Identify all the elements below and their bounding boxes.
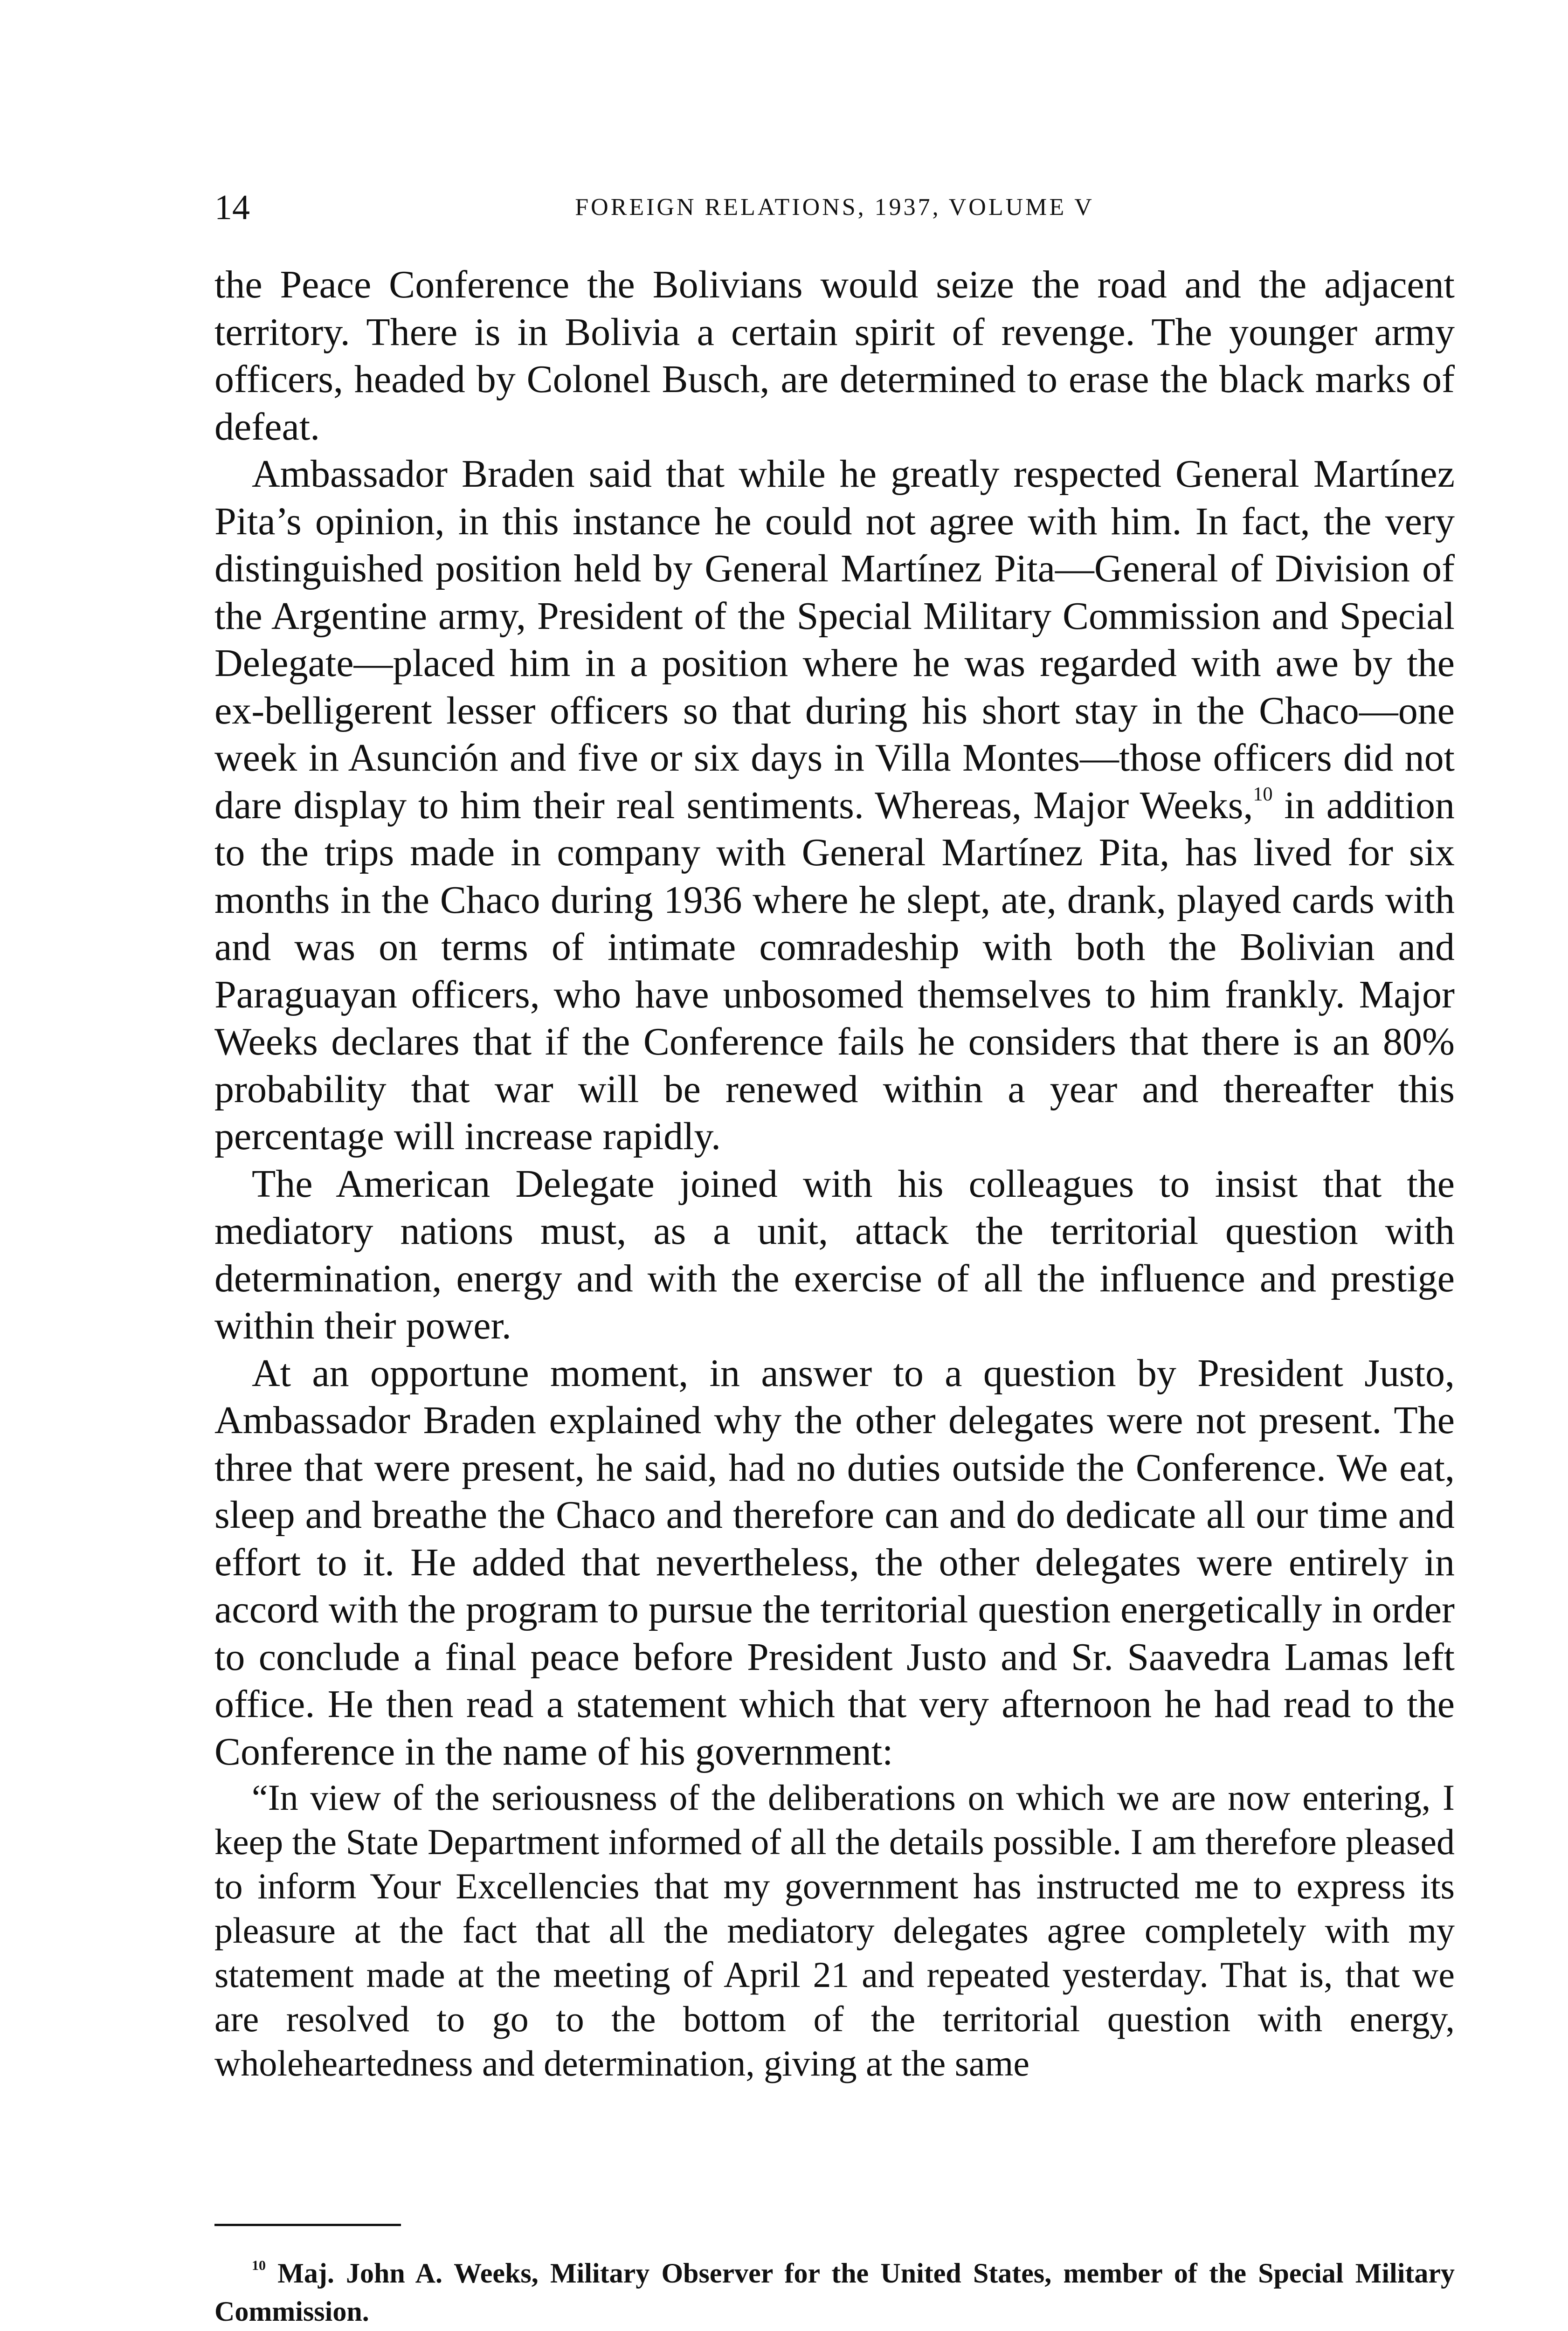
footnote-divider [214, 2224, 401, 2226]
page-header [214, 184, 1455, 231]
paragraph-2-text-b: in addition to the trips made in company with General Martínez Pita, has lived for six months in the Chaco during 1936 where he slept, ate, drank, played cards with and was on terms of intimate comradeship with both the Bolivian and Paraguayan officers, who have unbosomed themselves to him frankly. Major Weeks declares that if the Conference fails he considers that there is an 80% probability that war will be renewed within a year and thereafter this percentage will increase rapidly. [214, 783, 1455, 1158]
paragraph-1: the Peace Conference the Bolivians would seize the road and the adjacent territory. There is in Bolivia a certain spirit of revenge. The younger army officers, headed by Colonel Busch, are determined to erase the black marks of defeat. [214, 263, 1455, 448]
block-quote: “In view of the seriousness of the deliberations on which we are now entering, I keep the State Department informed of all the details possible. I am therefore pleased to inform Your Excellencies that my government has instructed me to express its pleasure at the fact that all the mediatory delegates agree completely with my statement made at the meeting of April 21 and repeated yesterday. That is, that we are resolved to go to the bottom of the territorial question with energy, wholeheartedness and determination, giving at the same [214, 1777, 1455, 2083]
footnote [214, 2254, 1455, 2331]
paragraph-2 [214, 450, 1455, 1160]
paragraph-2-text-a: Ambassador Braden said that while he greatly respected General Martínez Pita’s opinion, in this instance he could not agree with him. In fact, the very distinguished position held by General Martínez Pita—General of Division of the Argentine army, President of the Special Military Commission and Special Delegate—placed him in a position where he was regarded with awe by the ex-belligerent lesser officers so that during his short stay in the Chaco—one week in Asunción and five or six days in Villa Montes—those officers did not dare display to him their real sentiments. Whereas, Major Weeks, [214, 452, 1455, 827]
body-text [214, 261, 1455, 2085]
paragraph-4: At an opportune moment, in answer to a question by President Justo, Ambassador Braden explained why the other delegates were not present. The three that were present, he said, had no duties outside the Conference. We eat, sleep and breathe the Chaco and therefore can and do dedicate all our time and effort to it. He added that nevertheless, the other delegates were entirely in accord with the program to pursue the territorial question energetically in order to conclude a final peace before President Justo and Sr. Saavedra Lamas left office. He then read a statement which that very afternoon he had read to the Conference in the name of his government: [214, 1351, 1455, 1773]
footnote-number: 10 [252, 2258, 266, 2273]
footnote-text: Maj. John A. Weeks, Military Observer for the United States, member of the Special Military Commission. [214, 2258, 1455, 2327]
footnote-reference: 10 [1253, 783, 1273, 805]
paragraph-3: The American Delegate joined with his colleagues to insist that the mediatory nations must, as a unit, attack the territorial question with determination, energy and with the exercise of all the influence and prestige within their power. [214, 1162, 1455, 1347]
page-number: 14 [214, 188, 250, 227]
running-head: FOREIGN RELATIONS, 1937, VOLUME V [575, 194, 1094, 221]
